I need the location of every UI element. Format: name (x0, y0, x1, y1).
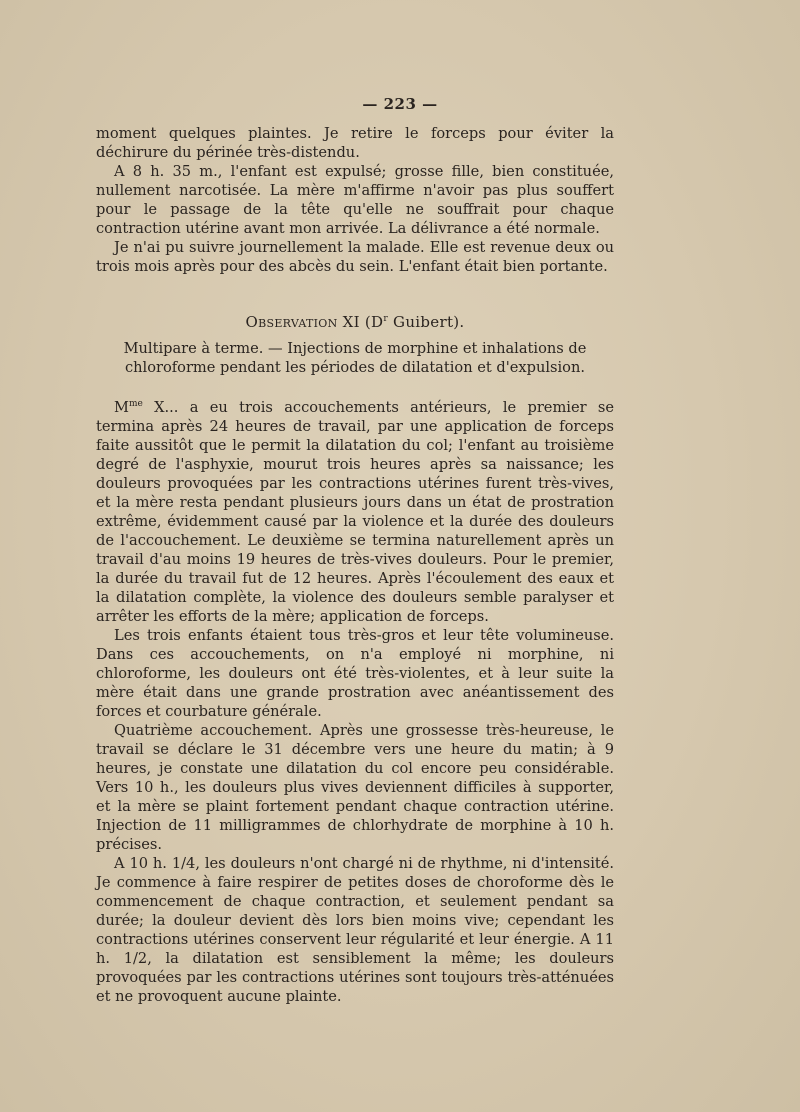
top-text-block (96, 124, 614, 276)
observation-heading (96, 313, 614, 331)
page-number: — 223 — (362, 95, 438, 113)
paragraph: A 10 h. 1/4, les douleurs n'ont chargé ni de rhythme, ni d'intensité. Je commence à faire respirer de petites doses de choroforme dès le commencement de chaque contraction, et seulement pendant sa durée; la douleur devient dès lors bien moins vive; cependant les contractions utérines conservent leur régularité et leur énergie. A 11 h. 1/2, la dilatation est sensiblement la même; les douleurs provoquées par les contractions utérines sont toujours très-atténuées et ne provoquent aucune plainte. (96, 854, 614, 1005)
body-text-block (96, 395, 614, 1006)
paragraph: moment quelques plaintes. Je retire le forceps pour éviter la déchirure du périnée très-distendu. (96, 125, 614, 161)
paragraph: Quatrième accouchement. Après une grossesse très-heureuse, le travail se déclare le 31 décembre vers une heure du matin; à 9 heures, je constate une dilatation du col encore peu considérable. Vers 10 h., les douleurs plus vives deviennent difficiles à supporter, et la mère se plaint fortement pendant chaque contraction utérine. Injection de 11 milligrammes de chlorhydrate de morphine à 10 h. précises. (96, 721, 614, 853)
paragraph: Je n'ai pu suivre journellement la malade. Elle est revenue deux ou trois mois après pour des abcès du sein. L'enfant était bien portante. (96, 239, 614, 275)
paragraph: Les trois enfants étaient tous très-gros et leur tête volumineuse. Dans ces accouchements, on n'a employé ni morphine, ni chloroforme, les douleurs ont été très-violentes, et à leur suite la mère était dans une grande prostration avec anéantissement des forces et courbature générale. (96, 626, 614, 720)
first-word-sup: me (128, 399, 143, 409)
observation-number: XI (342, 313, 360, 331)
first-word: M (114, 398, 129, 416)
paragraph (96, 395, 614, 626)
observation-author-name: Guibert). (387, 313, 465, 331)
paragraph: A 8 h. 35 m., l'enfant est expulsé; grosse fille, bien constituée, nullement narcotisée. La mère m'affirme n'avoir pas plus souffert pour le passage de la tête qu'elle ne souffrait pour chaque contraction utérine avant mon arrivée. La délivrance a été normale. (96, 163, 614, 237)
observation-author-sup: r (383, 314, 388, 324)
observation-author-prefix: (D (364, 313, 384, 331)
paragraph-text: X... a eu trois accouchements antérieurs, le premier se termina après 24 heures de travail, par une application de forceps faite aussitôt que le permit la dilatation du col; l'enfant au troisième degré de l'asphyxie, mourut trois heures après sa naissance; les douleurs provoquées par les contractions utérines furent très-vives, et la mère resta pendant plusieurs jours dans un état de prostration extrême, évidemment causé par la violence et la durée des douleurs de l'accouchement. Le deuxième se termina naturellement après un travail d'au moins 19 heures de très-vives douleurs. Pour le premier, la durée du travail fut de 12 heures. Après l'écoulement des eaux et la dilatation complète, la violence des douleurs semble paralyser et arrêter les efforts de la mère; application de forceps. (96, 398, 614, 625)
observation-subtitle: Multipare à terme. — Injections de morphine et inhalations de chloroforme pendant les périodes de dilatation et d'expulsion. (123, 340, 587, 376)
observation-label: Observation (245, 313, 338, 331)
